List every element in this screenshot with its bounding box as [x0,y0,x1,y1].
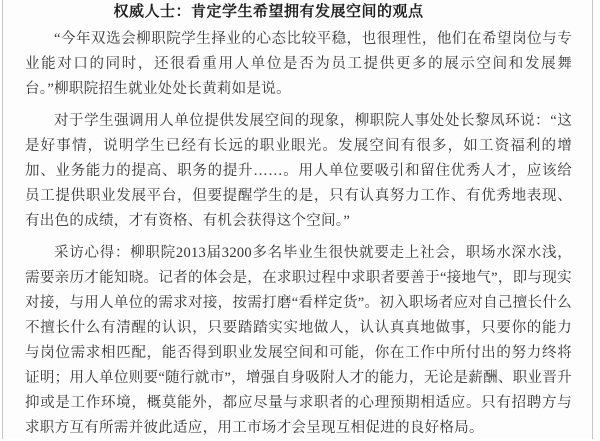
document-page [2,0,593,439]
paragraph-hr-director-comment: 对于学生强调用人单位提供发展空间的现象，柳职院人事处处长黎凤环说：“这是好事情，说明学生已经有长远的职业眼光。发展空间有很多，如工资福利的增加、业务能力的提高、职务的提升……。用人单位要吸引和留住优秀人才，应该给员工提供职业发展平台，但要提醒学生的是，只有认真努力工作、有优秀地表现、有出色的成绩，才有资格、有机会获得这个空间。” [25,109,572,234]
article-title: 权威人士：肯定学生希望拥有发展空间的观点 [25,0,572,23]
paragraph-intro-quote: “今年双选会柳职院学生择业的心态比较平稳，也很理性，他们在希望岗位与专业能对口的同时，还很看重用人单位是否为员工提供更多的展示空间和发展舞台。”柳职院招生就业处处长黄莉如是说。 [25,27,572,102]
paragraph-interview-takeaway: 采访心得：柳职院2013届3200多名毕业生很快就要走上社会，职场水深水浅，需要亲历才能知晓。记者的体会是，在求职过程中求职者要善于“接地气”，即与现实对接，与用人单位的需求对接，按需打磨“看样定货”。初入职场者应对自己擅长什么不擅长什么有清醒的认识，只要踏踏实实地做人，认认真真地做事，只要你的能力与岗位需求相匹配，能否得到职业发展空间和可能，你在工作中所付出的努力终将证明；用人单位则要“随行就市”，增强自身吸附人才的能力，无论是薪酬、职业晋升抑或是工作环境，概莫能外，都应尽量与求职者的心理预期相适应。只有招聘方与求职方互有所需并彼此适应，用工市场才会呈现互相促进的良好格局。 [25,241,572,441]
